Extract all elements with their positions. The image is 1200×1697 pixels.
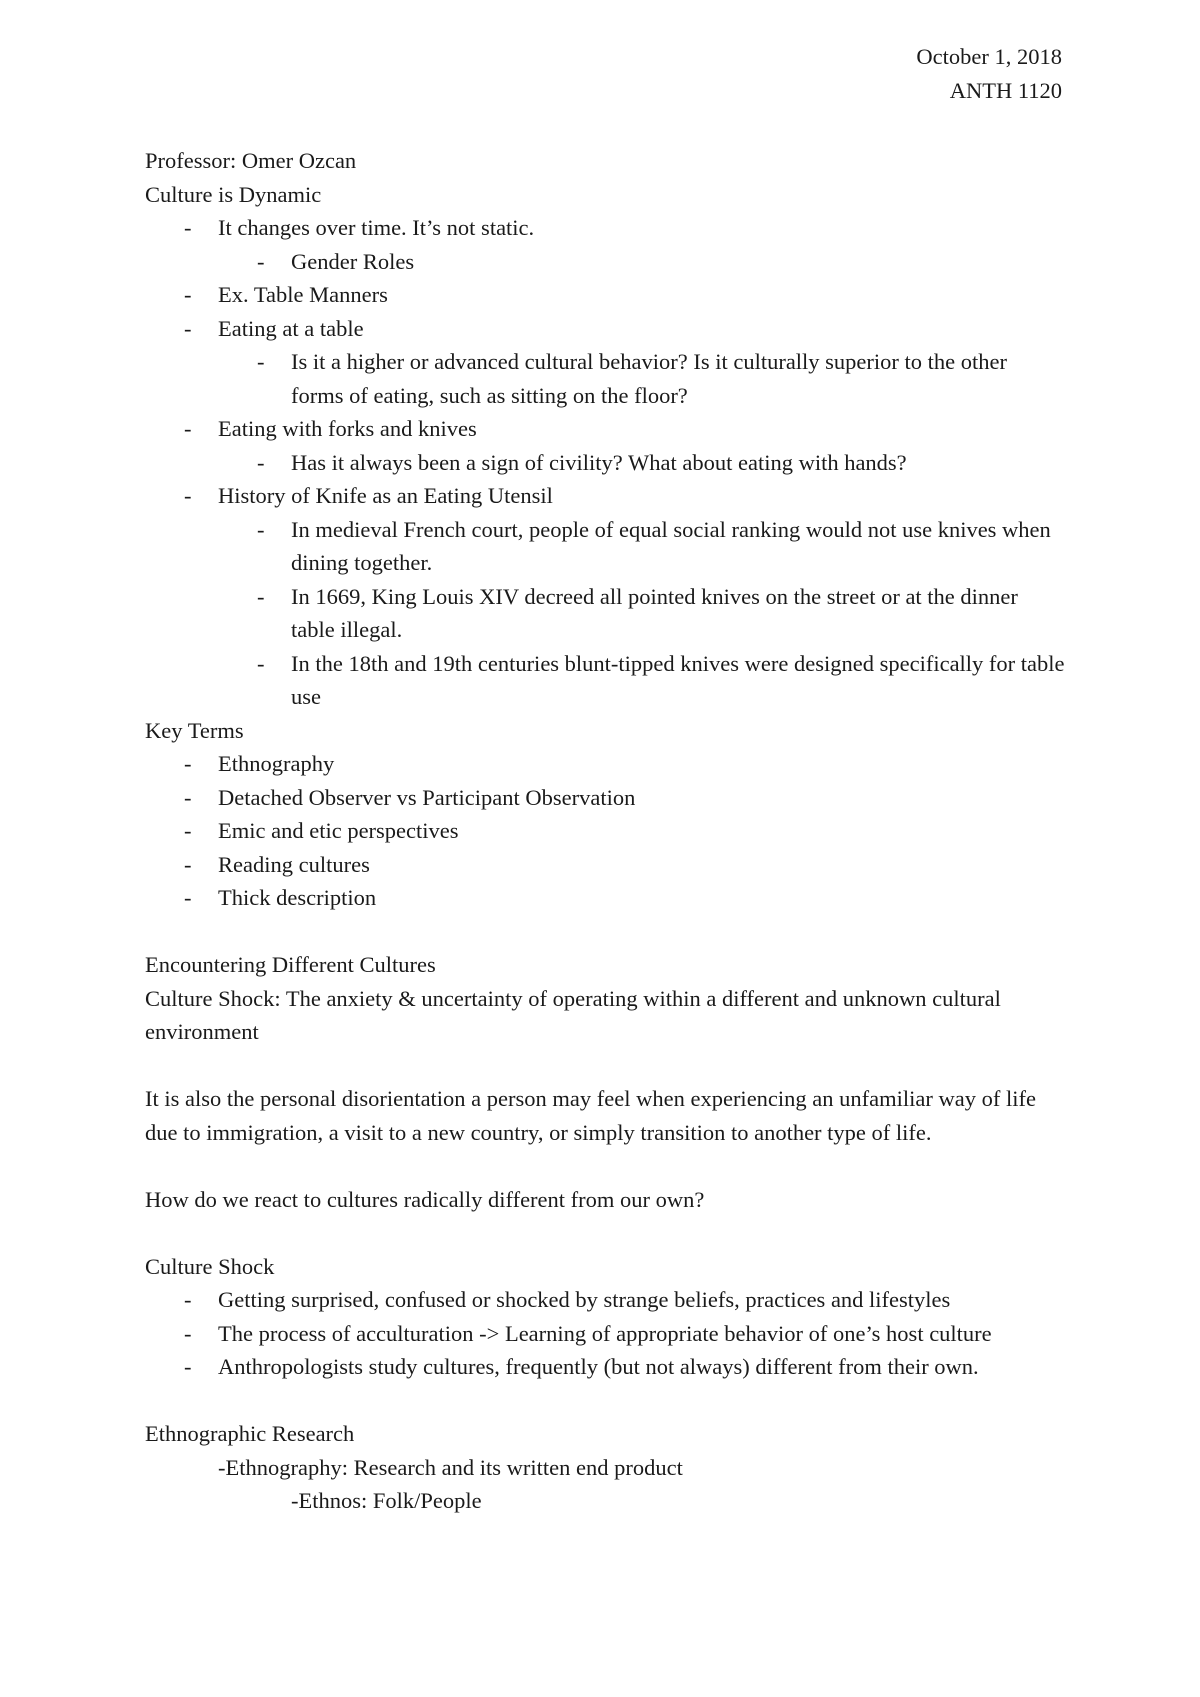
- header: [916, 40, 1062, 107]
- spacer: [145, 1149, 1065, 1183]
- bullet-dash: -: [257, 583, 265, 609]
- bullet-dash: -: [184, 215, 192, 240]
- bullet-dash: -: [257, 449, 265, 475]
- list-item: - History of Knife as an Eating Utensil: [145, 479, 1065, 513]
- list-item: - Anthropologists study cultures, frequently (but not always) different from their own.: [145, 1350, 1065, 1384]
- bullet-dash: -: [257, 650, 265, 676]
- spacer: [145, 1216, 1065, 1250]
- list-item: - The process of acculturation -> Learning of appropriate behavior of one’s host culture: [145, 1317, 1065, 1351]
- section-heading-encountering: Encountering Different Cultures: [145, 952, 436, 977]
- list-item: - Reading cultures: [145, 848, 1065, 882]
- professor: Professor: Omer Ozcan: [145, 148, 357, 173]
- list-item: - In the 18th and 19th centuries blunt-tipped knives were designed specifically for table use: [145, 647, 1065, 714]
- bullet-dash: -: [184, 751, 192, 776]
- bullet-dash: -: [184, 282, 192, 307]
- spacer: [145, 1049, 1065, 1083]
- bullet-dash: -: [184, 885, 192, 910]
- bullet-dash: -: [184, 483, 192, 508]
- bullet-dash: -: [257, 248, 265, 274]
- ethnos-line: -Ethnos: Folk/People: [291, 1488, 482, 1513]
- list-item: - Gender Roles: [145, 245, 1065, 279]
- date: October 1, 2018: [916, 44, 1062, 69]
- question: How do we react to cultures radically different from our own?: [145, 1186, 705, 1212]
- section-heading-culture-dynamic: Culture is Dynamic: [145, 181, 322, 207]
- list-item: - Has it always been a sign of civility? What about eating with hands?: [145, 446, 1065, 480]
- list-item: - Ethnography: [145, 747, 1065, 781]
- spacer: [145, 915, 1065, 949]
- bullet-dash: -: [257, 516, 265, 542]
- list-item: - Thick description: [145, 881, 1065, 915]
- list-item: - Ex. Table Manners: [145, 278, 1065, 312]
- bullet-dash: -: [184, 851, 192, 877]
- spacer: [145, 1384, 1065, 1418]
- bullet-dash: -: [184, 818, 192, 843]
- list-item: - Getting surprised, confused or shocked by strange beliefs, practices and lifestyles: [145, 1283, 1065, 1317]
- bullet-dash: -: [184, 1287, 192, 1312]
- course-code: ANTH 1120: [949, 77, 1062, 103]
- bullet-dash: -: [184, 1320, 192, 1346]
- bullet-dash: -: [184, 784, 192, 810]
- bullet-dash: -: [184, 315, 192, 341]
- bullet-dash: -: [184, 416, 192, 441]
- list-item: - Eating at a table: [145, 312, 1065, 346]
- notes-body: [145, 144, 1065, 1518]
- bullet-dash: -: [257, 349, 265, 374]
- section-heading-key-terms: Key Terms: [145, 717, 244, 743]
- list-item: - Is it a higher or advanced cultural behavior? Is it culturally superior to the other forms of eating, such as sitting on the floor?: [145, 345, 1065, 412]
- list-item: - It changes over time. It’s not static.: [145, 211, 1065, 245]
- bullet-dash: -: [184, 1354, 192, 1379]
- list-item: - In 1669, King Louis XIV decreed all pointed knives on the street or at the dinner table illegal.: [145, 580, 1065, 647]
- list-item: - Eating with forks and knives: [145, 412, 1065, 446]
- ethnography-line: -Ethnography: Research and its written end product: [218, 1454, 683, 1480]
- paragraph: It is also the personal disorientation a person may feel when experiencing an unfamiliar way of life due to immigration, a visit to a new country, or simply transition to another type of life.: [145, 1086, 1036, 1145]
- culture-shock-definition: Culture Shock: The anxiety & uncertainty of operating within a different and unknown cultural environment: [145, 985, 1001, 1044]
- section-heading-culture-shock: Culture Shock: [145, 1253, 275, 1279]
- section-heading-ethnographic: Ethnographic Research: [145, 1421, 355, 1446]
- list-item: - Emic and etic perspectives: [145, 814, 1065, 848]
- list-item: - In medieval French court, people of equal social ranking would not use knives when dining together.: [145, 513, 1065, 580]
- list-item: - Detached Observer vs Participant Observation: [145, 781, 1065, 815]
